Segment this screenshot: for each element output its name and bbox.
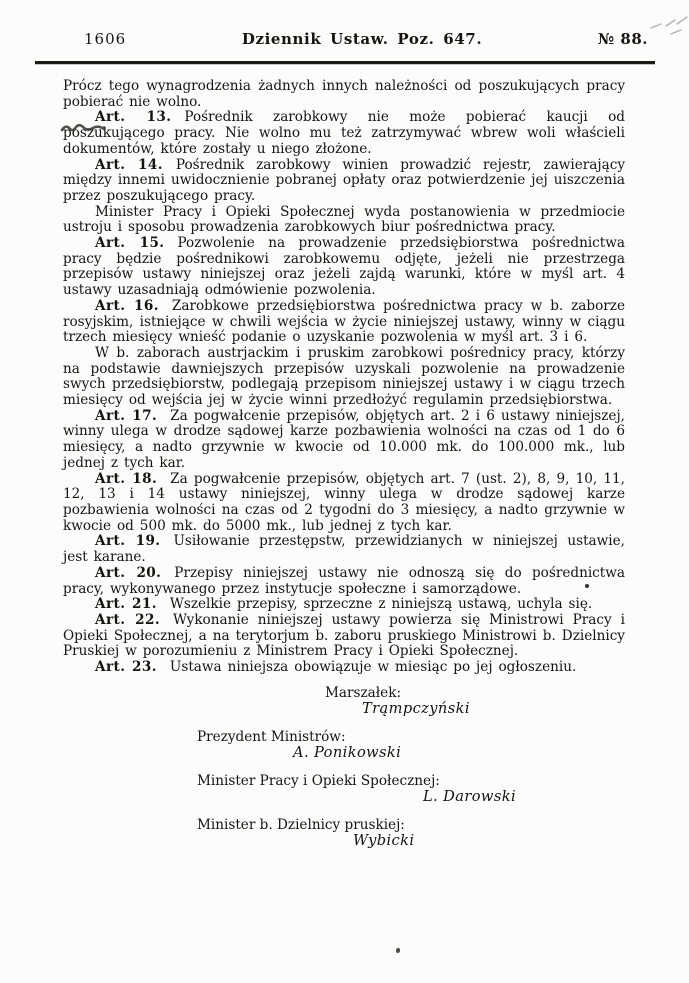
paragraph-text: Wszelkie przepisy, sprzeczne z niniejszą ustawą, uchyla się. xyxy=(169,596,593,613)
article-label: Art. 13. xyxy=(95,109,172,126)
journal-title: Dziennik Ustaw. Poz. 647. xyxy=(241,30,483,48)
signature-official xyxy=(0,729,689,761)
page-number: 1606 xyxy=(84,30,127,48)
paragraph-text: W b. zaborach austrjackim i pruskim zarobkowi pośrednicy pracy, którzy na podstawie dawniejszych przepisów uzyskali pozwolenie na prowadzenie swych przedsiębiorstw, podlegają przepisom niniejszej ustawy i w ciągu trzech miesięcy od wejścia jej w życie winni przedłożyć regulamin przedsiębiorstwa. xyxy=(63,344,625,409)
article-paragraph xyxy=(63,236,625,299)
paragraph-text: Usiłowanie przestępstw, przewidzianych w niniejszej ustawie, jest karane. xyxy=(63,533,625,566)
paragraph-text: Pośrednik zarobkowy nie może pobierać kaucji od poszukującego pracy. Nie wolno mu też zatrzymywać wbrew woli właścieli dokumentów, które zostały u niego złożone. xyxy=(63,109,625,157)
article-paragraph xyxy=(63,158,625,205)
article-paragraph xyxy=(63,660,625,676)
signature-name: Trąmpczyński xyxy=(362,699,470,717)
article-label: Art. 20. xyxy=(95,564,162,581)
article-paragraph xyxy=(63,566,625,597)
signature-title: Minister b. Dzielnicy pruskiej: xyxy=(197,816,405,833)
article-label: Art. 18. xyxy=(95,470,158,487)
article-label: Art. 19. xyxy=(95,533,161,550)
article-paragraph xyxy=(63,597,625,613)
signature-marshal xyxy=(0,685,689,717)
continuation-paragraph xyxy=(63,205,625,236)
article-paragraph xyxy=(63,472,625,535)
paragraph-text: Ustawa niniejsza obowiązuje w miesiąc po jej ogłoszeniu. xyxy=(169,659,577,676)
article-paragraph xyxy=(63,613,625,660)
paragraph-text: Pozwolenie na prowadzenie przedsiębiorstwa pośrednictwa pracy będzie pośrednikowi zarobkowemu odjęte, jeżeli nie przestrzega przepisów ustawy niniejszej oraz jeżeli zajdą warunki, które w myśl art. 4 ustawy uzasadniają odmówienie pozwolenia. xyxy=(63,235,625,299)
signature-title: Prezydent Ministrów: xyxy=(197,728,346,745)
article-label: Art. 22. xyxy=(95,611,160,628)
ink-smudge xyxy=(60,122,110,134)
signature-name: A. Ponikowski xyxy=(293,743,402,761)
continuation-paragraph xyxy=(63,346,625,409)
article-label: Art. 15. xyxy=(95,235,165,252)
pencil-marks xyxy=(611,14,689,46)
signature-name: L. Darowski xyxy=(423,787,517,805)
signature-name: Wybicki xyxy=(353,831,415,849)
signature-official xyxy=(0,817,689,849)
paragraph-text: Przepisy niniejszej ustawy nie odnoszą się do pośrednictwa pracy, wykonywanego przez instytucje społeczne i samorządowe. xyxy=(63,564,625,597)
paragraph-text: Prócz tego wynagrodzenia żadnych innych należności od poszukujących pracy pobierać nie wolno. xyxy=(63,78,625,110)
article-label: Art. 14. xyxy=(95,156,163,173)
page-header xyxy=(0,0,689,48)
scan-speck xyxy=(585,584,589,588)
signature-title: Marszałek: xyxy=(325,684,402,701)
issue-number: № 88. xyxy=(597,30,648,48)
signature-block xyxy=(0,685,689,849)
paragraph-text: Za pogwałcenie przepisów, objętych art. 7 (ust. 2), 8, 9, 10, 11, 12, 13 i 14 ustawy niniejszej, winny ulega w drodze sądowej karze pozbawienia wolności na czas od 2 tygodni do 3 miesięcy, a nadto grzywnie w kwocie od 500 mk. do 5000 mk., lub jednej z tych kar. xyxy=(63,470,625,534)
intro-paragraph xyxy=(63,79,625,110)
article-label: Art. 17. xyxy=(95,407,158,424)
article-label: Art. 16. xyxy=(95,297,159,314)
paragraph-text: Pośrednik zarobkowy winien prowadzić rejestr, zawierający między innemi uwidocznienie pobranej opłaty oraz potwierdzenie jej uiszczenia przez poszukującego pracy. xyxy=(63,156,626,204)
signature-title: Minister Pracy i Opieki Społecznej: xyxy=(197,772,440,789)
paragraph-text: Minister Pracy i Opieki Społecznej wyda postanowienia w przedmiocie ustroju i sposobu prowadzenia zarobkowych biur pośrednictwa pracy. xyxy=(63,203,625,236)
article-label: Art. 21. xyxy=(95,596,157,613)
paragraph-text: Wykonanie niniejszej ustawy powierza się Ministrowi Pracy i Opieki Społecznej, a na terytorjum b. zaboru pruskiego Ministrowi b. Dzielnicy Pruskiej w porozumieniu z Ministrem Pracy i Opieki Społecznej. xyxy=(63,611,625,660)
article-label: Art. 23. xyxy=(95,659,157,676)
paragraph-text: Zarobkowe przedsiębiorstwa pośrednictwa pracy w b. zaborze rosyjskim, istniejące w chwili wejścia w życie niniejszej ustawy, winny w ciągu trzech miesięcy wnieść podanie o uzyskanie pozwolenia w myśl art. 3 i 6. xyxy=(63,297,625,346)
article-paragraph xyxy=(63,299,625,346)
signature-official xyxy=(0,773,689,805)
article-paragraph xyxy=(63,409,625,472)
scan-speck xyxy=(396,948,400,953)
article-paragraph xyxy=(63,110,625,157)
paragraph-text: Za pogwałcenie przepisów, objętych art. 2 i 6 ustawy niniejszej, winny ulega w drodze sądowej karze pozbawienia wolności na czas od 1 do 6 miesięcy, a nadto grzywnie w kwocie od 10.000 mk. do 100.000 mk., lub jednej z tych kar. xyxy=(63,407,626,471)
article-paragraph xyxy=(63,534,625,565)
